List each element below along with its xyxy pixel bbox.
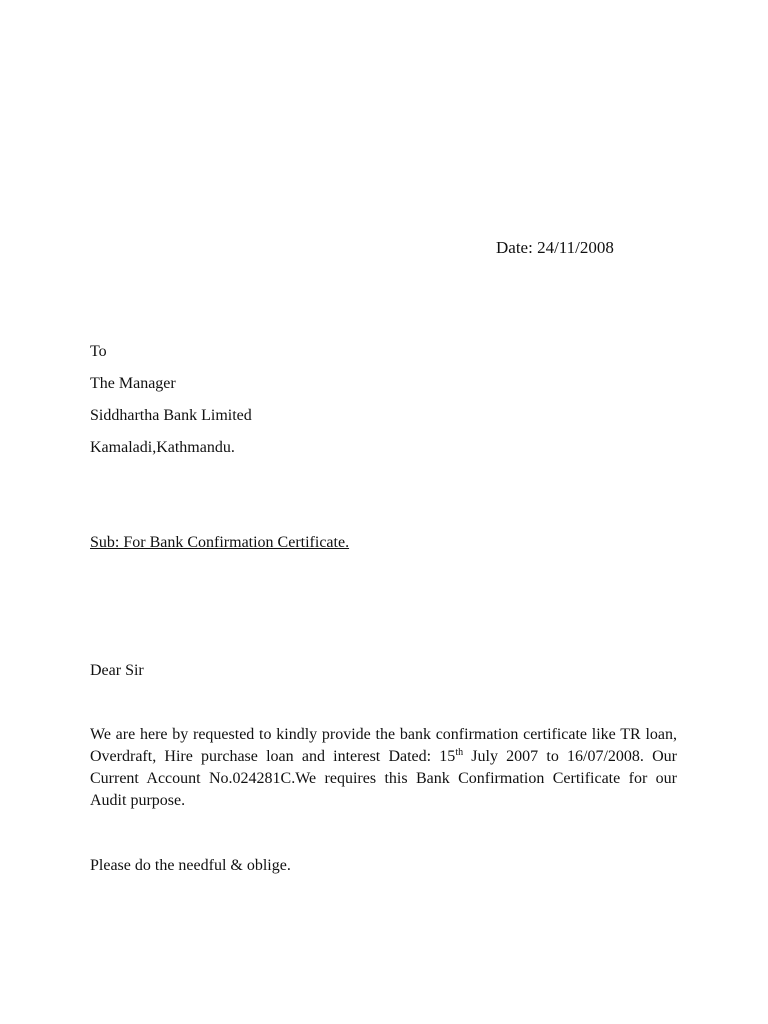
body-text-part1: We are here by requested to kindly provide the bank confirmation certificate like TR loan, Overdraft, Hire purchase loan and interest Dated: 15 bbox=[90, 726, 677, 765]
letter-date: Date: 24/11/2008 bbox=[496, 238, 614, 257]
recipient-address bbox=[90, 342, 252, 470]
letter-body bbox=[90, 724, 677, 812]
letter-closing: Please do the needful & oblige. bbox=[90, 857, 291, 874]
address-recipient: The Manager bbox=[90, 375, 176, 392]
letter-subject: Sub: For Bank Confirmation Certificate. bbox=[90, 534, 350, 551]
body-superscript: th bbox=[455, 747, 464, 758]
letter-salutation: Dear Sir bbox=[90, 662, 144, 679]
address-bank: Siddhartha Bank Limited bbox=[90, 407, 252, 424]
body-text-part2: July 2007 to 16/07/2008. Our Current Account No.024281C.We requires this Bank Confirmation Certificate for our Audit purpose. bbox=[90, 748, 678, 809]
address-to: To bbox=[90, 343, 107, 360]
address-location: Kamaladi,Kathmandu. bbox=[90, 439, 235, 456]
